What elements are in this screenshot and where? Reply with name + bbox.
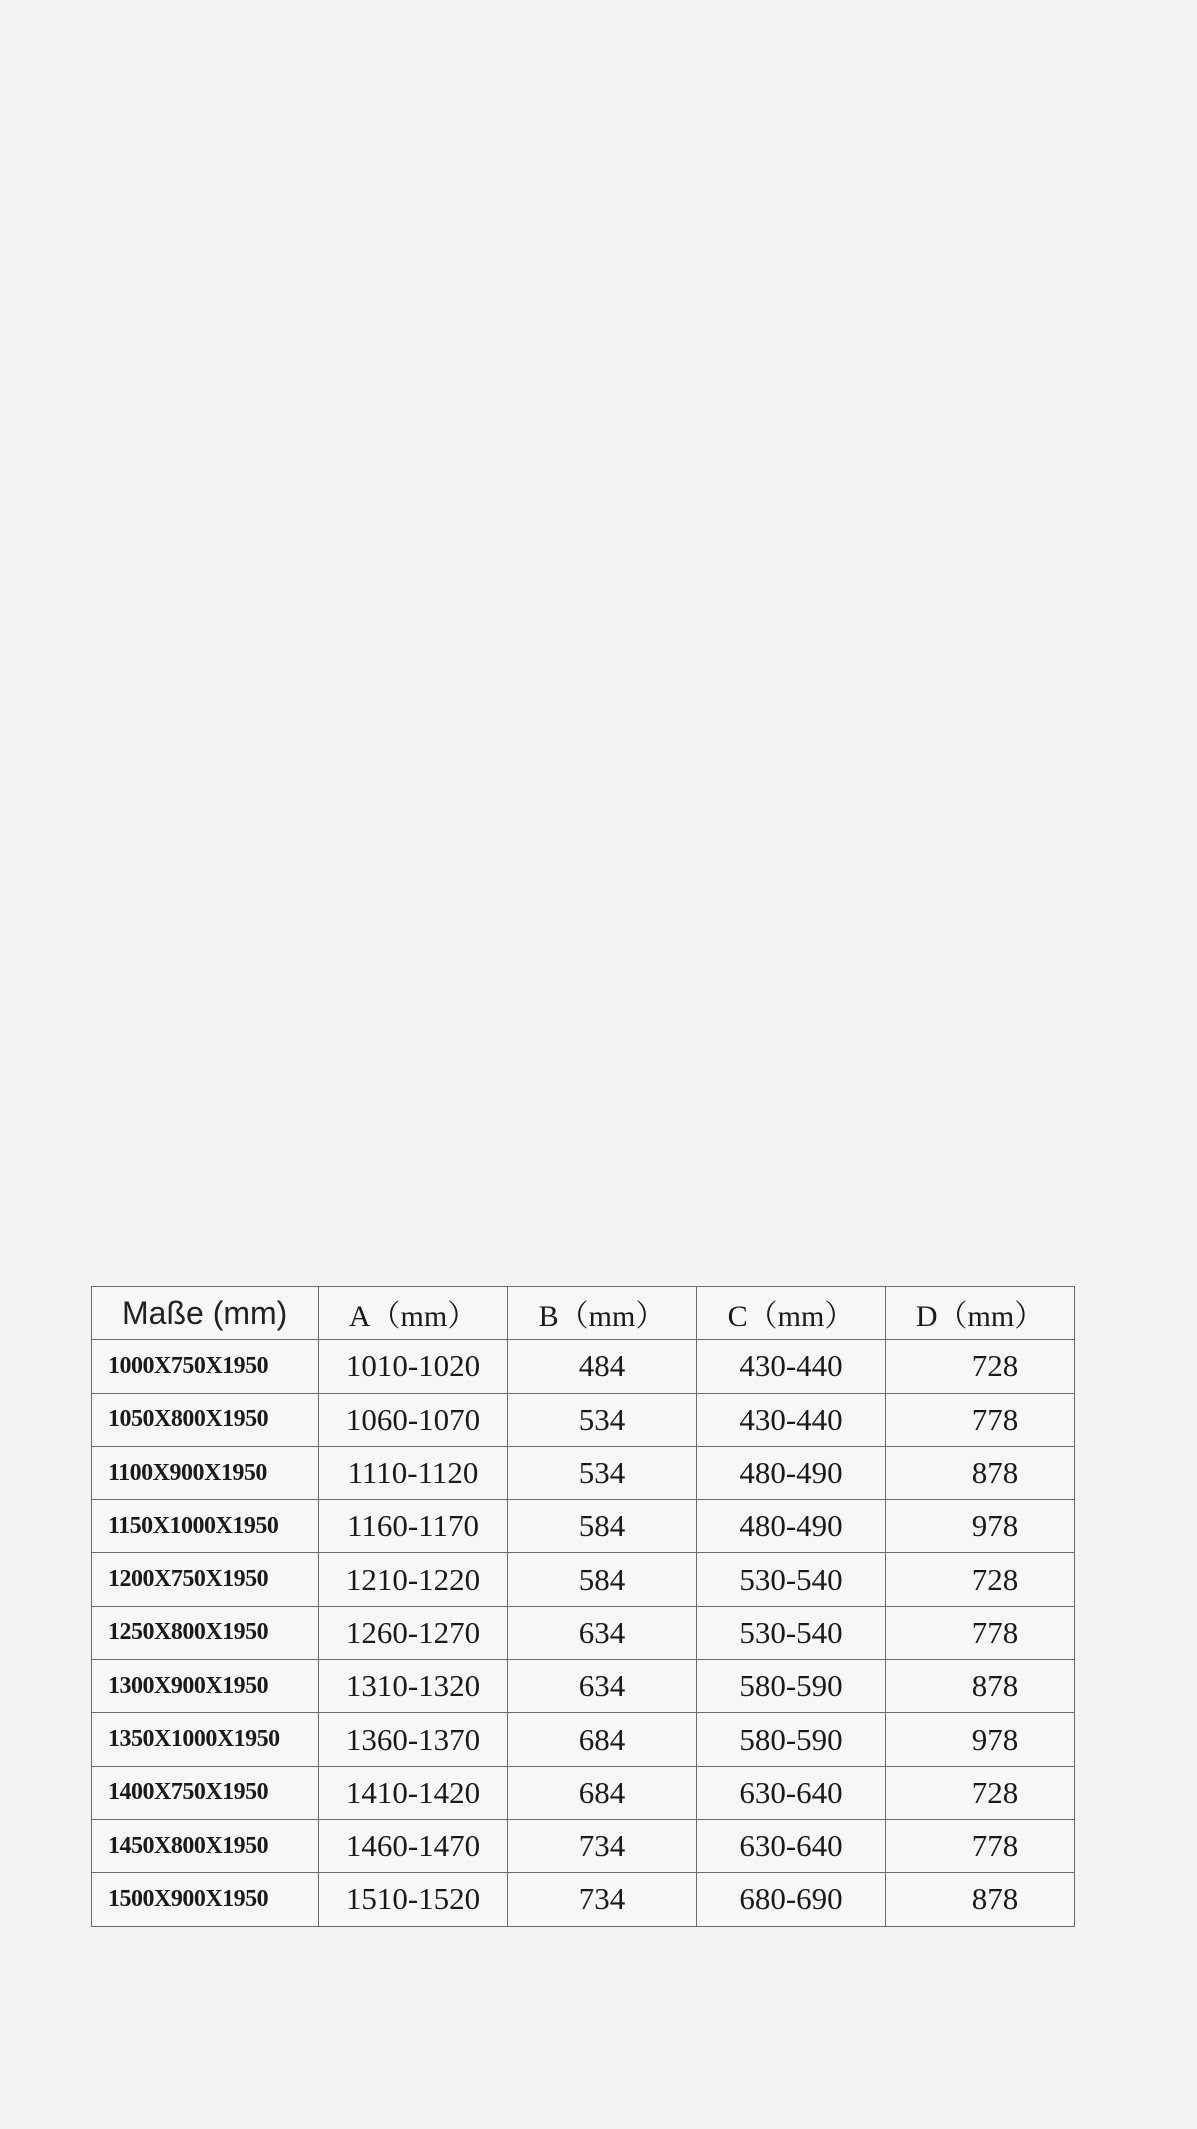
cell-a: 1160-1170 <box>319 1500 508 1553</box>
table-row <box>92 1393 1075 1446</box>
cell-d: 778 <box>886 1393 1075 1446</box>
cell-d: 878 <box>886 1873 1075 1926</box>
cell-c: 480-490 <box>697 1446 886 1499</box>
table-row <box>92 1340 1075 1393</box>
table-row <box>92 1446 1075 1499</box>
cell-c: 430-440 <box>697 1340 886 1393</box>
cell-d: 728 <box>886 1553 1075 1606</box>
size-table-body <box>92 1287 1075 1927</box>
cell-dimensions: 1100X900X1950 <box>92 1446 319 1499</box>
cell-c: 680-690 <box>697 1873 886 1926</box>
table-row <box>92 1873 1075 1926</box>
cell-dimensions: 1050X800X1950 <box>92 1393 319 1446</box>
cell-b: 584 <box>508 1553 697 1606</box>
cell-a: 1110-1120 <box>319 1446 508 1499</box>
table-row <box>92 1766 1075 1819</box>
cell-c: 530-540 <box>697 1553 886 1606</box>
table-row <box>92 1660 1075 1713</box>
table-row <box>92 1819 1075 1872</box>
cell-dimensions: 1250X800X1950 <box>92 1606 319 1659</box>
cell-c: 630-640 <box>697 1819 886 1872</box>
cell-b: 584 <box>508 1500 697 1553</box>
table-row <box>92 1553 1075 1606</box>
cell-b: 684 <box>508 1766 697 1819</box>
cell-dimensions: 1000X750X1950 <box>92 1340 319 1393</box>
header-a: A（mm） <box>319 1287 508 1340</box>
cell-a: 1260-1270 <box>319 1606 508 1659</box>
cell-a: 1510-1520 <box>319 1873 508 1926</box>
cell-c: 480-490 <box>697 1500 886 1553</box>
cell-dimensions: 1400X750X1950 <box>92 1766 319 1819</box>
cell-c: 430-440 <box>697 1393 886 1446</box>
cell-b: 734 <box>508 1873 697 1926</box>
cell-a: 1360-1370 <box>319 1713 508 1766</box>
cell-dimensions: 1300X900X1950 <box>92 1660 319 1713</box>
cell-dimensions: 1200X750X1950 <box>92 1553 319 1606</box>
cell-c: 580-590 <box>697 1660 886 1713</box>
cell-b: 634 <box>508 1660 697 1713</box>
cell-b: 634 <box>508 1606 697 1659</box>
cell-a: 1310-1320 <box>319 1660 508 1713</box>
cell-c: 630-640 <box>697 1766 886 1819</box>
table-row <box>92 1713 1075 1766</box>
header-c: C（mm） <box>697 1287 886 1340</box>
header-dimensions: Maße (mm) <box>92 1287 319 1340</box>
cell-b: 684 <box>508 1713 697 1766</box>
cell-d: 878 <box>886 1446 1075 1499</box>
cell-b: 534 <box>508 1446 697 1499</box>
cell-d: 728 <box>886 1766 1075 1819</box>
header-b: B（mm） <box>508 1287 697 1340</box>
cell-d: 878 <box>886 1660 1075 1713</box>
cell-d: 778 <box>886 1606 1075 1659</box>
cell-dimensions: 1150X1000X1950 <box>92 1500 319 1553</box>
cell-c: 580-590 <box>697 1713 886 1766</box>
cell-dimensions: 1500X900X1950 <box>92 1873 319 1926</box>
cell-a: 1210-1220 <box>319 1553 508 1606</box>
cell-b: 484 <box>508 1340 697 1393</box>
cell-d: 978 <box>886 1500 1075 1553</box>
size-table <box>91 1286 1075 1927</box>
cell-a: 1060-1070 <box>319 1393 508 1446</box>
cell-dimensions: 1350X1000X1950 <box>92 1713 319 1766</box>
table-header-row <box>92 1287 1075 1340</box>
cell-a: 1410-1420 <box>319 1766 508 1819</box>
cell-d: 778 <box>886 1819 1075 1872</box>
cell-dimensions: 1450X800X1950 <box>92 1819 319 1872</box>
cell-b: 734 <box>508 1819 697 1872</box>
cell-c: 530-540 <box>697 1606 886 1659</box>
cell-a: 1460-1470 <box>319 1819 508 1872</box>
cell-a: 1010-1020 <box>319 1340 508 1393</box>
cell-d: 728 <box>886 1340 1075 1393</box>
header-d: D（mm） <box>886 1287 1075 1340</box>
table-row <box>92 1500 1075 1553</box>
cell-d: 978 <box>886 1713 1075 1766</box>
table-row <box>92 1606 1075 1659</box>
cell-b: 534 <box>508 1393 697 1446</box>
